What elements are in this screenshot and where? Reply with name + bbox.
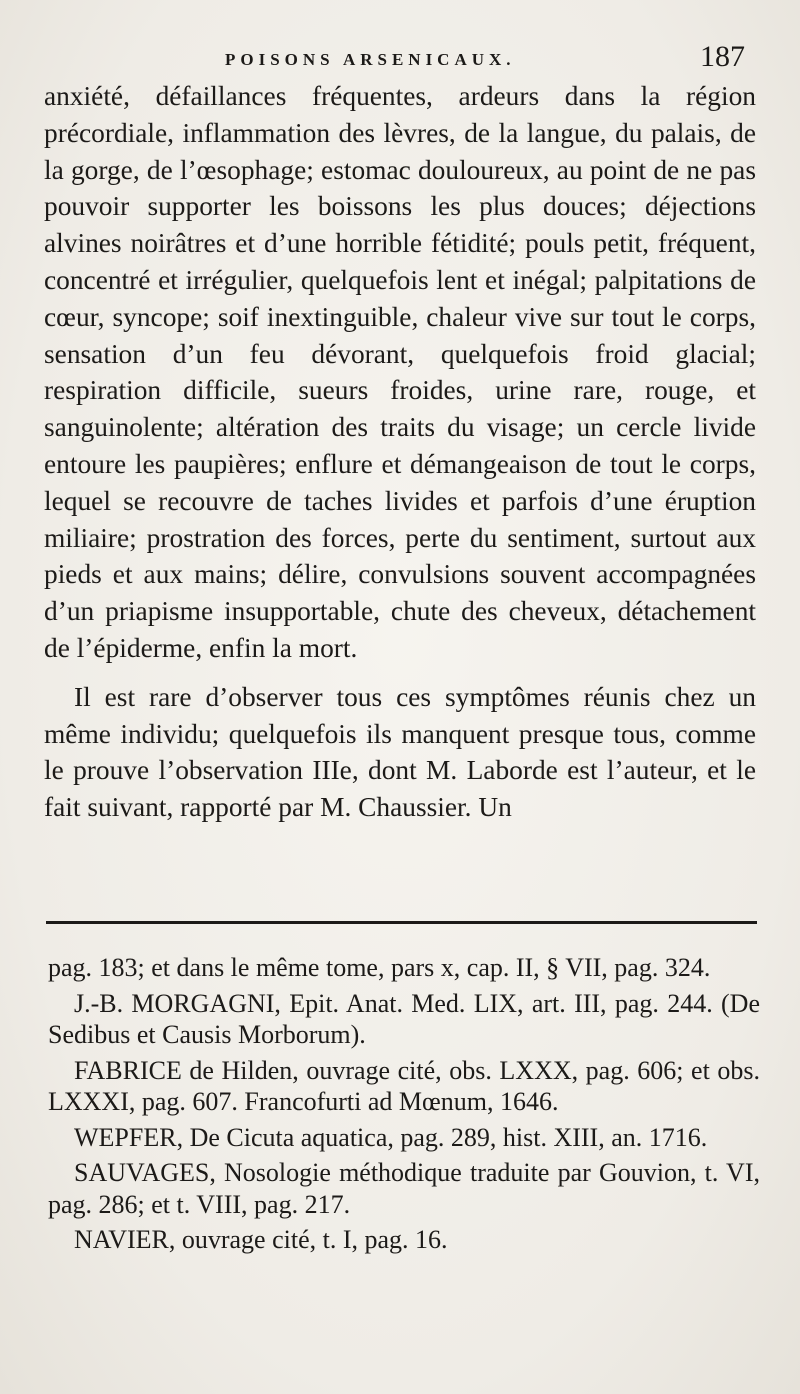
paragraph-observation: Il est rare d’observer tous ces symptômes réunis chez un même individu; quelquefois ils manquent presque tous, comme le prouve l’observation IIIe, dont M. Laborde est l’auteur, et le fait suivant, rapporté par M. Chaussier. Un bbox=[44, 681, 756, 823]
footnote-2: J.-B. MORGAGNI, Epit. Anat. Med. LIX, art. III, pag. 244. (De Sedibus et Causis Morborum). bbox=[48, 988, 760, 1049]
footnotes bbox=[48, 952, 760, 1260]
footnote-4: WEPFER, De Cicuta aquatica, pag. 289, hist. XIII, an. 1716. bbox=[74, 1122, 708, 1152]
footnote-rule bbox=[46, 921, 757, 924]
footnote-3: FABRICE de Hilden, ouvrage cité, obs. LXXX, pag. 606; et obs. LXXXI, pag. 607. Francofurti ad Mœnum, 1646. bbox=[48, 1055, 760, 1116]
paragraph-symptoms: anxiété, défaillances fréquentes, ardeurs dans la région précordiale, inflammation des lèvres, de la langue, du palais, de la gorge, de l’œsophage; estomac douloureux, au point de ne pas pouvoir supporter les boissons les plus douces; déjections alvines noirâtres et d’une horrible fétidité; pouls petit, fréquent, concentré et irrégulier, quelquefois lent et inégal; palpitations de cœur, syncope; soif inextinguible, chaleur vive sur tout le corps, sensation d’un feu dévorant, quelquefois froid glacial; respiration difficile, sueurs froides, urine rare, rouge, et sanguinolente; altération des traits du visage; un cercle livide entoure les paupières; enflure et démangeaison de tout le corps, lequel se recouvre de taches livides et parfois d’une éruption miliaire; prostration des forces, perte du sentiment, surtout aux pieds et aux mains; délire, convulsions souvent accompagnées d’un priapisme insupportable, chute des cheveux, détachement de l’épiderme, enfin la mort. bbox=[44, 81, 756, 663]
footnote-1: pag. 183; et dans le même tome, pars x, cap. II, § VII, pag. 324. bbox=[48, 953, 711, 982]
page-number: 187 bbox=[700, 40, 745, 73]
running-title: POISONS ARSENICAUX. bbox=[225, 50, 516, 69]
running-head bbox=[0, 42, 800, 82]
footnote-6: NAVIER, ouvrage cité, t. I, pag. 16. bbox=[74, 1225, 448, 1254]
footnote-5: SAUVAGES, Nosologie méthodique traduite par Gouvion, t. VI, pag. 286; et t. VIII, pag. 217. bbox=[48, 1158, 760, 1219]
main-text bbox=[44, 78, 756, 826]
